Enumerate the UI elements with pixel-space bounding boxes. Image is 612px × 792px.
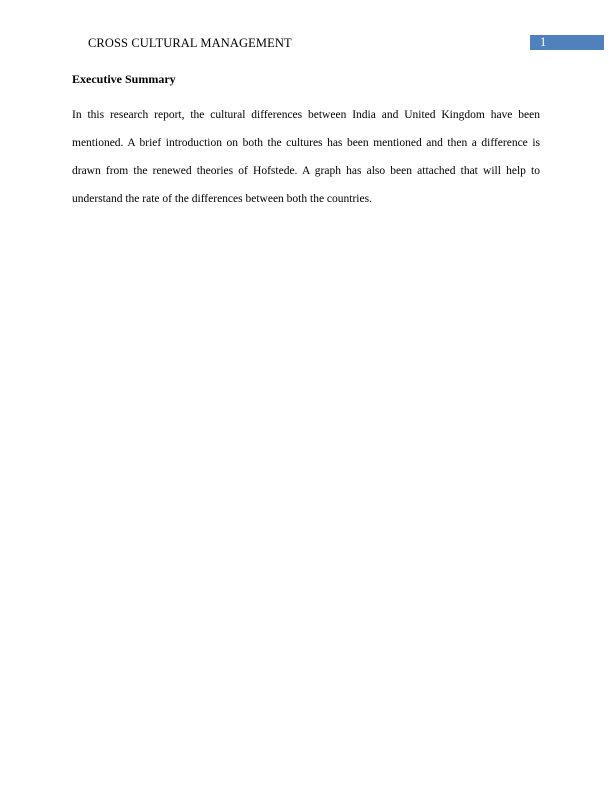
page-number-badge xyxy=(530,35,604,50)
executive-summary-paragraph: In this research report, the cultural differences between India and United Kingdom have been mentioned. A brief introduction on both the cultures has been mentioned and then a difference is drawn from the renewed theories of Hofstede. A graph has also been attached that will help to understand the rate of the differences between both the countries. xyxy=(72,109,540,205)
page-header xyxy=(0,0,612,60)
page-number: 1 xyxy=(540,35,547,49)
document-body xyxy=(72,71,540,213)
running-head: CROSS CULTURAL MANAGEMENT xyxy=(88,36,292,50)
section-heading: Executive Summary xyxy=(72,72,176,86)
